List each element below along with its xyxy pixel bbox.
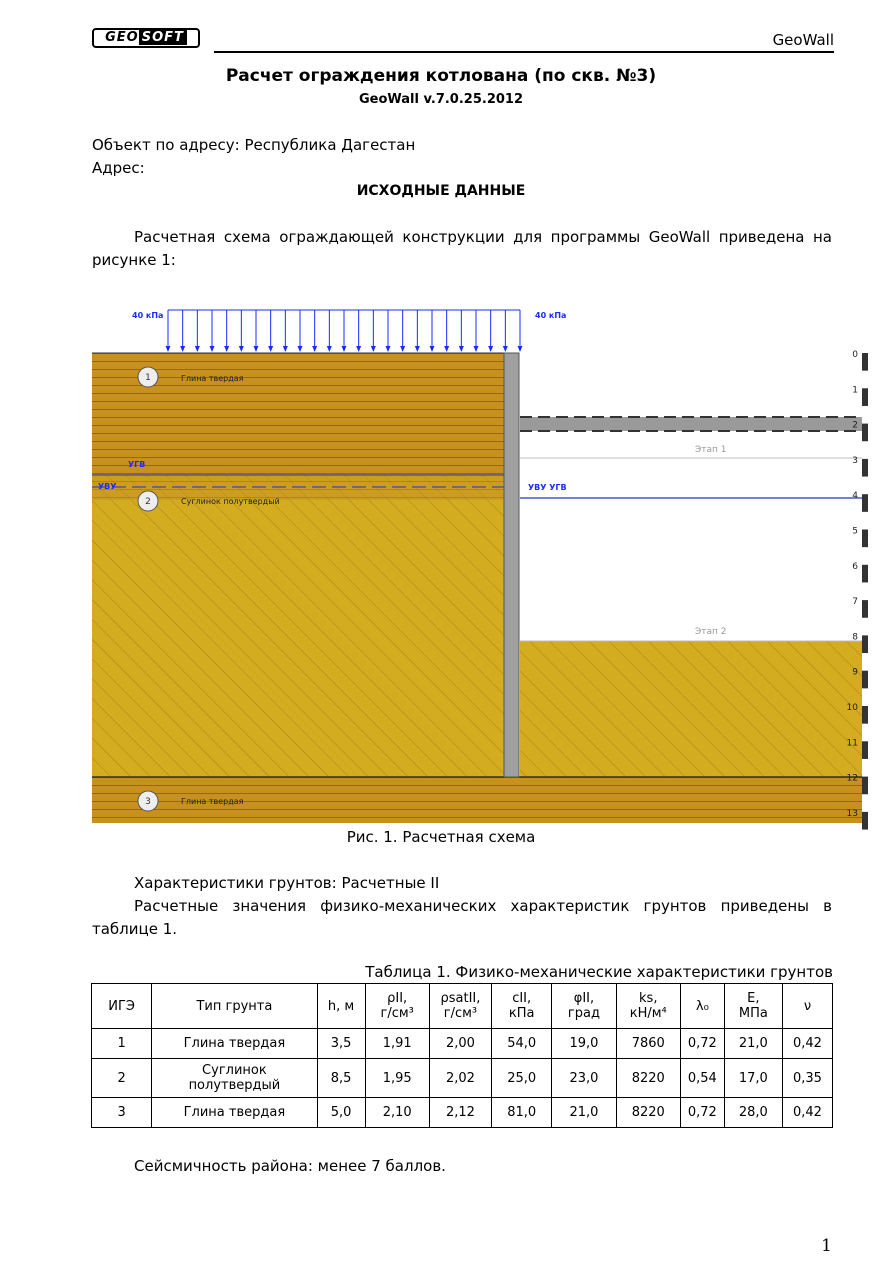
depth-segment [862,671,868,689]
layer1-name: Глина твердая [181,374,244,383]
figure-caption: Рис. 1. Расчетная схема [346,828,536,846]
section-heading: ИСХОДНЫЕ ДАННЫЕ [356,183,526,199]
cell-h: 5,0 [317,1098,365,1128]
load-arrowhead [268,346,273,352]
depth-tick-label: 5 [852,526,858,537]
load-arrowhead [224,346,229,352]
cell-rho: 1,91 [365,1029,429,1059]
col-phi: φII, град [552,984,616,1029]
logo-text-geo: GEO [105,30,139,45]
depth-tick-label: 10 [846,703,858,713]
cell-phi: 19,0 [552,1029,616,1059]
load-arrowhead [298,346,303,352]
table-row [92,1098,833,1128]
header-rule [214,51,834,53]
load-arrowhead [239,346,244,352]
load-left-label: 40 кПа [132,311,164,320]
depth-tick-label: 12 [846,773,858,784]
depth-segment [862,530,868,548]
cell-ks: 8220 [616,1098,680,1128]
depth-tick-label: 4 [852,491,858,502]
col-ks: ks, кН/м⁴ [616,984,680,1029]
cell-nu: 0,35 [782,1059,832,1098]
cell-lambda: 0,72 [680,1029,724,1059]
load-arrowhead [254,346,259,352]
cell-ige: 1 [92,1029,152,1059]
cell-ige: 3 [92,1098,152,1128]
cell-lambda: 0,54 [680,1059,724,1098]
cell-type: Глина твердая [152,1098,317,1128]
col-ige: ИГЭ [92,984,152,1029]
cell-rhosat: 2,02 [429,1059,491,1098]
design-scheme-figure [0,290,882,830]
ugv-left-label: УГВ [128,460,146,469]
load-arrowhead [400,346,405,352]
depth-tick-label: 9 [852,667,858,678]
cell-h: 8,5 [317,1059,365,1098]
depth-tick-label: 11 [846,738,858,749]
cell-e: 17,0 [724,1059,782,1098]
table-row [92,1029,833,1059]
depth-segment [862,565,868,583]
load-arrowhead [488,346,493,352]
col-rhosat: ρsatII, г/см³ [429,984,491,1029]
load-arrowhead [283,346,288,352]
page-subtitle: GeoWall v.7.0.25.2012 [358,92,524,107]
depth-tick-label: 8 [852,632,858,643]
col-rho: ρII, г/см³ [365,984,429,1029]
uvu-ugv-right-label: УВУ УГВ [528,483,567,492]
load-arrowhead [342,346,347,352]
load-arrowhead [430,346,435,352]
load-arrowhead [518,346,523,352]
col-lambda: λ₀ [680,984,724,1029]
load-arrowhead [166,346,171,352]
cell-nu: 0,42 [782,1029,832,1059]
depth-tick-label: 3 [852,455,858,466]
load-arrowhead [210,346,215,352]
soil-properties-table [91,983,833,1128]
table-header-row [92,984,833,1029]
uvu-left-label: УВУ [98,482,117,491]
strut [520,417,863,431]
surface-load [166,310,523,352]
table-caption: Таблица 1. Физико-механические характеристики грунтов [365,963,833,981]
cell-type: Суглинок полутвердый [152,1059,317,1098]
geosoft-logo [92,28,200,48]
load-arrowhead [312,346,317,352]
layer2-left [92,475,504,777]
cell-c: 54,0 [492,1029,552,1059]
load-arrowhead [195,346,200,352]
depth-tick-label: 1 [852,385,858,396]
cell-ks: 7860 [616,1029,680,1059]
depth-segment [862,635,868,653]
depth-tick-label: 6 [852,561,858,572]
cell-rho: 2,10 [365,1098,429,1128]
intro-paragraph: Расчетная схема ограждающей конструкции для программы GeoWall приведена на рисунке 1: [92,228,832,269]
layer3-number: 3 [145,797,151,807]
logo-text-soft: SOFT [139,30,187,45]
depth-segment [862,741,868,759]
load-arrowhead [386,346,391,352]
cell-ks: 8220 [616,1059,680,1098]
retaining-wall [504,353,519,777]
stage2-label: Этап 2 [695,627,727,637]
object-line: Объект по адресу: Республика Дагестан [92,136,416,154]
cell-rhosat: 2,12 [429,1098,491,1128]
col-h: h, м [317,984,365,1029]
table-row [92,1059,833,1098]
load-right-label: 40 кПа [535,311,567,320]
cell-c: 81,0 [492,1098,552,1128]
layer2-number: 2 [145,497,151,507]
cell-e: 28,0 [724,1098,782,1128]
cell-lambda: 0,72 [680,1098,724,1128]
cell-phi: 21,0 [552,1098,616,1128]
col-e: E, МПа [724,984,782,1029]
depth-tick-label: 2 [852,420,858,431]
cell-rho: 1,95 [365,1059,429,1098]
col-c: cII, кПа [492,984,552,1029]
load-arrowhead [415,346,420,352]
cell-nu: 0,42 [782,1098,832,1128]
seismic-line: Сейсмичность района: менее 7 баллов. [134,1157,446,1175]
layer2-name: Суглинок полутвердый [181,497,280,506]
load-arrowhead [444,346,449,352]
cell-type: Глина твердая [152,1029,317,1059]
load-arrowhead [474,346,479,352]
depth-segment [862,494,868,512]
depth-segment [862,777,868,795]
depth-segment [862,388,868,406]
page-number: 1 [821,1236,832,1256]
load-arrowhead [356,346,361,352]
soil-props-line: Характеристики грунтов: Расчетные II [134,874,440,892]
load-arrowhead [371,346,376,352]
address-line: Адрес: [92,159,145,177]
depth-tick-label: 7 [852,597,858,608]
depth-segment [862,459,868,477]
load-arrowhead [327,346,332,352]
cell-h: 3,5 [317,1029,365,1059]
stage1-label: Этап 1 [695,445,727,455]
col-nu: ν [782,984,832,1029]
depth-segment [862,353,868,371]
page-title: Расчет ограждения котлована (по скв. №3) [225,66,657,86]
depth-tick-label: 0 [852,350,858,360]
load-arrowhead [503,346,508,352]
cell-rhosat: 2,00 [429,1029,491,1059]
depth-tick-label: 13 [846,808,858,819]
header-app-name: GeoWall [772,31,834,49]
layer1-number: 1 [145,373,151,383]
load-arrowhead [180,346,185,352]
soil-paragraph: Расчетные значения физико-механических характеристик грунтов приведены в таблице 1. [92,897,832,938]
layer3-name: Глина твердая [181,797,244,806]
depth-segment [862,706,868,724]
cell-phi: 23,0 [552,1059,616,1098]
depth-segment [862,424,868,442]
col-type: Тип грунта [152,984,317,1029]
layer2-right [520,641,863,777]
depth-segment [862,600,868,618]
load-arrowhead [459,346,464,352]
cell-ige: 2 [92,1059,152,1098]
cell-e: 21,0 [724,1029,782,1059]
cell-c: 25,0 [492,1059,552,1098]
